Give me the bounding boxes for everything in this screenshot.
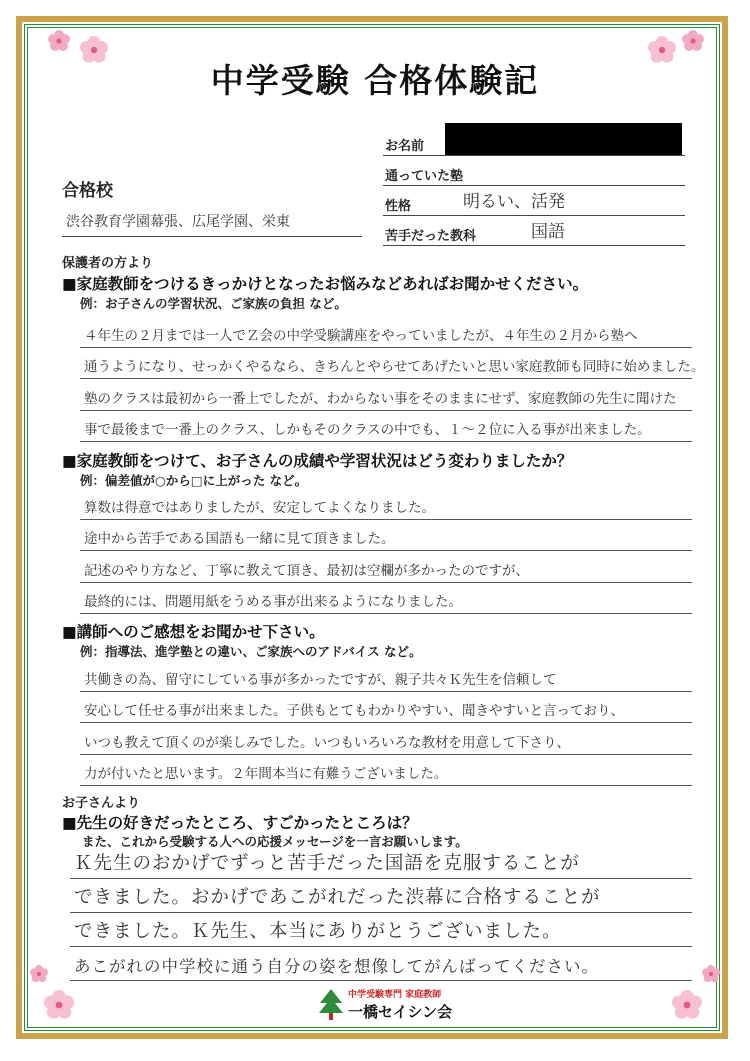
answer-line: できました。おかげであこがれだった渋幕に合格することが [70,879,692,913]
answer-line: 事で最後まで一番上のクラス、しかもそのクラスの中でも、１〜２位に入る事が出来ました。 [80,411,692,443]
answer-line: 最終的には、問題用紙をうめる事が出来るようになりました。 [80,583,692,615]
child-question-sub: また、これから受験する人への応援メッセージを一言お願いします。 [82,834,468,849]
question-3-example: 例：指導法、進学塾との違い、ご家族へのアドバイス など。 [80,644,422,659]
cherry-blossom-icon [44,990,74,1020]
school-label: 合格校 [62,181,113,201]
weak-subject-value: 国語 [531,222,565,242]
child-answer [70,845,692,981]
answer-line: あこがれの中学校に通う自分の姿を想像してがんばってください。 [70,947,692,981]
cherry-blossom-icon [30,965,48,983]
answer-line: 通うようになり、せっかくやるなら、きちんとやらせてあげたいと思い家庭教師も同時に始めました。 [80,348,692,380]
answer-2 [80,488,692,614]
weak-subject-label: 苦手だった教科 [385,229,477,244]
cherry-blossom-icon [48,30,70,52]
logo-name: 一橋セイシン会 [348,1003,453,1021]
answer-line: 安心して任せる事が出来ました。子供もとてもわかりやすい、聞きやすいと言っており、 [80,692,692,724]
page-title: 中学受験 合格体験記 [210,61,540,100]
school-value: 渋谷教育学園幕張、広尾学園、栄東 [66,214,290,230]
personality-row [383,185,685,216]
answer-line: できました。Ｋ先生、本当にありがとうございました。 [70,913,692,947]
answer-3 [80,660,692,786]
weak-subject-row [383,215,685,246]
answer-line: 塾のクラスは最初から一番上でしたが、わからない事をそのままにせず、家庭教師の先生に聞けた [80,379,692,411]
cherry-blossom-icon [702,965,720,983]
tree-logo-icon [318,987,344,1021]
redacted-name [445,123,682,155]
question-2: ■家庭教師をつけて、お子さんの成績や学習状況はどう変わりましたか？ [62,452,573,470]
answer-line: Ｋ先生のおかげでずっと苦手だった国語を克服することが [70,845,692,879]
question-1-example: 例：お子さんの学習状況、ご家族の負担 など。 [80,296,347,311]
personality-value: 明るい、活発 [463,192,565,212]
answer-line: 途中から苦手である国語も一緒に見て頂きました。 [80,520,692,552]
answer-1 [80,316,705,442]
logo-subtitle: 中学受験専門 家庭教師 [348,990,442,1000]
name-label: お名前 [385,139,425,154]
answer-line: 記述のやり方など、丁寧に教えて頂き、最初は空欄が多かったのですが、 [80,551,692,583]
juku-row [383,155,685,186]
personality-label: 性格 [385,199,412,214]
question-1: ■家庭教師をつけるきっかけとなったお悩みなどあればお聞かせください。 [62,275,589,293]
child-section-label: お子さんより [62,796,141,811]
juku-label: 通っていた塾 [385,169,464,184]
answer-line: いつも教えて頂くのが楽しみでした。いつもいろいろな教材を用意して下さり、 [80,723,692,755]
answer-line: 力が付いたと思います。２年間本当に有難うございました。 [80,755,692,787]
parent-section-label: 保護者の方より [62,256,154,271]
child-question: ■先生の好きだったところ、すごかったところは？ [62,814,418,832]
question-3: ■講師へのご感想をお聞かせ下さい。 [62,623,325,641]
answer-line: 共働きの為、留守にしている事が多かったですが、親子共々Ｋ先生を信頼して [80,660,692,692]
company-logo [318,985,478,1025]
cherry-blossom-icon [672,990,702,1020]
question-2-example: 例：偏差値が○から□に上がった など。 [80,473,308,488]
cherry-blossom-icon [682,30,704,52]
answer-line: 算数は得意ではありましたが、安定してよくなりました。 [80,488,692,520]
answer-line: ４年生の２月までは一人でＺ会の中学受験講座をやっていましたが、４年生の２月から塾へ [80,316,692,348]
